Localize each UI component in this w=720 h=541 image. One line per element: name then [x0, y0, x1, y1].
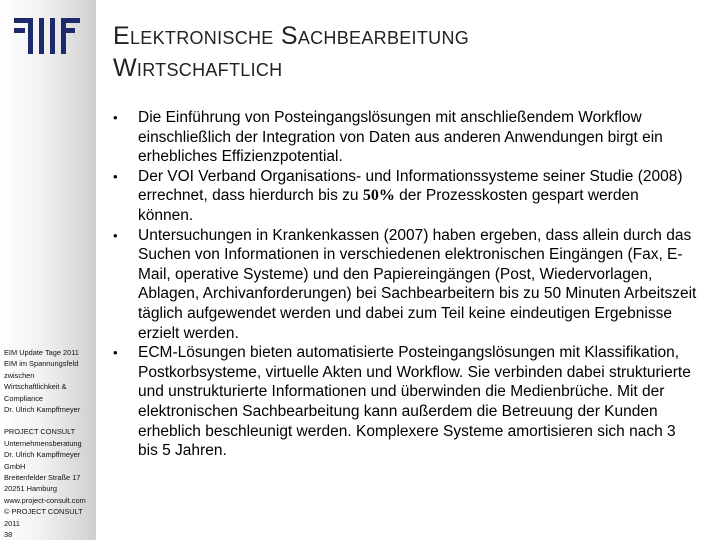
bullet-text: Die Einführung von Posteingangslösungen mit anschließendem Workflow einschließlich der Integration von Daten aus anderen Anwendungen birgt ein erhebliches Effizienzpotential.	[138, 109, 663, 166]
sidebar-spacer	[4, 415, 96, 426]
bullet-text-highlight: 50%	[362, 187, 395, 205]
sidebar-footer-text	[4, 347, 96, 541]
bullet-text-start: Der VOI Verband Organisations- und Informationssysteme seiner Studie (2008) errechnet, dass hierdurch bis zu	[138, 167, 683, 205]
bullet-icon: •	[113, 168, 118, 184]
title-line-1: Elektronische Sachbearbeitung	[113, 22, 470, 50]
bullet-icon: •	[113, 345, 118, 361]
bullet-text-end: der Prozesskosten gespart werden können.	[138, 187, 639, 224]
sidebar-footer-line: EIM im Spannungsfeld	[4, 359, 79, 369]
bullet-item	[112, 108, 697, 167]
sidebar-footer-line: www.project-consult.com	[4, 495, 86, 505]
sidebar-footer-line: Dr. Ulrich Kampffmeyer	[4, 450, 81, 460]
sidebar-footer-line: EIM Update Tage 2011	[4, 348, 79, 357]
bullet-text: ECM-Lösungen bieten automatisierte Posteingangslösungen mit Klassifikation, Postkorbsysteme, virtuelle Akten und Workflow. Sie verbinden dabei strukturierte und unstrukturierte Informationen und überwinden die Medienbrüche. Mit der elektronischen Sachbearbeitung kann außerdem die Betreuung der Kunden erheblich beschleunigt werden. Komplexere Systeme amortisieren sich nach 3 bis 5 Jahren.	[138, 344, 691, 460]
sidebar-footer-line: 20251 Hamburg	[4, 484, 58, 494]
sidebar	[0, 0, 96, 540]
bullet-list	[112, 108, 697, 461]
sidebar-footer-line: 2011	[4, 518, 20, 528]
bullet-item	[112, 167, 697, 226]
bullet-item	[112, 226, 697, 344]
sidebar-footer-line: 38	[4, 530, 13, 540]
bullet-icon: •	[113, 227, 118, 243]
page-title	[113, 20, 693, 84]
sidebar-footer-line: Compliance	[4, 393, 44, 403]
bullet-text: Untersuchungen in Krankenkassen (2007) haben ergeben, dass allein durch das Suchen von Informationen in verschiedenen elektronischen Eingängen (Fax, E-Mail, operative Systeme) und den Papiereingängen (Post, Wiedervorlagen, Ablagen, Archivanforderungen) bei Sachbearbeitern bis zu 50 Minuten Arbeitszeit täglich aufgewendet werden und dabei zum Teil keine eindeutigen Ergebnisse erzielt werden.	[138, 226, 697, 342]
bullet-icon: •	[113, 110, 118, 125]
bullet-item	[112, 343, 697, 461]
fif-logo-icon	[14, 18, 80, 54]
title-line-2: Wirtschaftlich	[113, 54, 283, 82]
sidebar-footer-line: PROJECT CONSULT	[4, 427, 76, 437]
sidebar-footer-line: Unternehmensberatung	[4, 438, 82, 448]
slide-content	[112, 108, 697, 461]
sidebar-footer-line: GmbH	[4, 461, 26, 471]
sidebar-footer-line: Wirtschaftlichkeit &	[4, 382, 67, 392]
sidebar-footer-line: zwischen	[4, 370, 35, 380]
sidebar-footer-line: Dr. Ulrich Kampffmeyer	[4, 405, 81, 415]
sidebar-footer-line: Breitenfelder Straße 17	[4, 473, 81, 483]
sidebar-footer-line: © PROJECT CONSULT	[4, 507, 83, 517]
